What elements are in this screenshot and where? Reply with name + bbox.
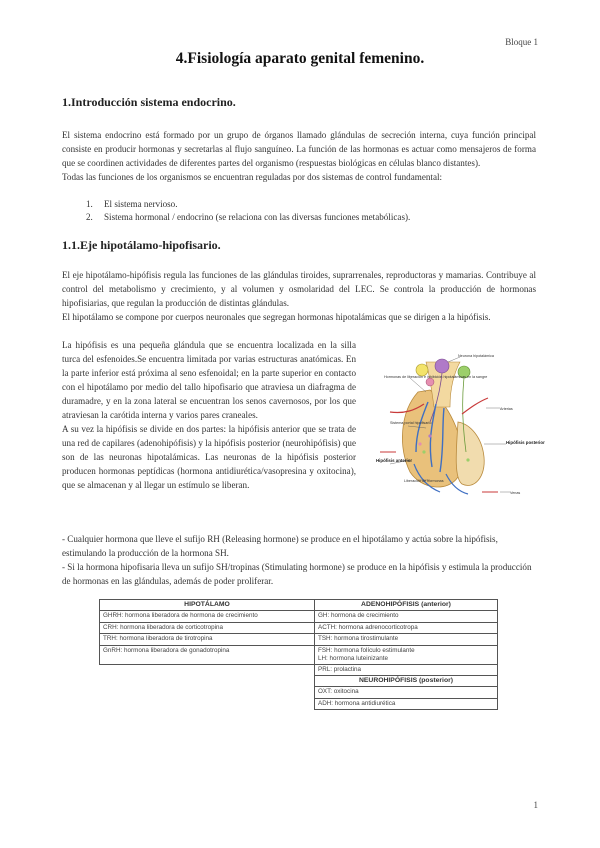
table-cell: PRL: prolactina (314, 664, 498, 676)
hormone-dot (428, 434, 431, 437)
table-row (100, 699, 500, 710)
hormone-dot (418, 442, 421, 445)
intro-text (62, 128, 536, 184)
rule-stimulating: - Si la hormona hipofisaria lleva un sufijo SH/tropinas (Stimulating hormone) se produce en la hipófisis y estimula la producción de hormonas en las glándulas, además de poder proliferar. (62, 562, 532, 586)
label-veins: Venas (510, 491, 521, 495)
table-cell: GnRH: hormona liberadora de gonadotropina (99, 645, 315, 665)
table-cell: TRH: hormona liberadora de tirotropina (99, 633, 315, 645)
section-heading-intro: 1.Introducción sistema endocrino. (62, 95, 236, 109)
axis-paragraph-2: El hipotálamo se compone por cuerpos neuronales que segregan hormonas hipotalámicas que se dirigen a la hipófisis. (62, 312, 491, 322)
control-systems-list (86, 198, 536, 224)
label-portal: Sistema portal hipofisario (390, 421, 432, 425)
pituitary-figure (370, 352, 545, 502)
hormone-dot (422, 450, 425, 453)
table-cell: CRH: hormona liberadora de corticotropina (99, 622, 315, 634)
hormone-table (100, 600, 500, 710)
page-number: 1 (533, 800, 538, 810)
list-item: 2. Sistema hormonal / endocrino (se relaciona con las diversas funciones metabólicas). (86, 212, 411, 222)
intro-paragraph-1: El sistema endocrino está formado por un grupo de órganos llamado glándulas de secreción interna, cuya función principal consiste en producir hormonas y secretarlas al flujo sanguíneo. La función de las hormonas es actuar como mensajeros de forma que se coordinen actividades de diferentes partes del organismo (respuestas biológicas en células blanco distantes). (62, 130, 536, 168)
header-neurohypophysis: NEUROHIPÓFISIS (posterior) (314, 675, 498, 687)
rule-releasing: - Cualquier hormona que lleve el sufijo RH (Releasing hormone) se produce en el hipotálamo y actúa sobre la hipófisis, estimulando la producción de la hormona SH. (62, 534, 498, 558)
page-title: 4.Fisiología aparato genital femenino. (175, 50, 425, 67)
table-cell: TSH: hormona tirostimulante (314, 633, 498, 645)
posterior-lobe-shape (456, 422, 484, 485)
table-cell: GHRH: hormona liberadora de hormona de crecimiento (99, 610, 315, 622)
table-cell-empty (99, 698, 315, 710)
label-neurons: Neurona hipotalámica (458, 354, 494, 358)
hormone-rules (62, 532, 536, 588)
table-cell: ADH: hormona antidiurética (314, 698, 498, 710)
table-row (100, 646, 500, 665)
label-release: Liberación de hormonas (404, 479, 444, 483)
label-anterior: Hipófisis anterior (376, 458, 413, 463)
section-heading-axis: 1.1.Eje hipotálamo-hipofisario. (62, 238, 221, 252)
list-item: 1. El sistema nervioso. (86, 199, 178, 209)
header-adenohypophysis: ADENOHIPÓFISIS (anterior) (314, 599, 498, 611)
label-releasing: Hormonas de liberación e inhibición hipotalámicas en la sangre (384, 375, 488, 379)
hypophysis-paragraph-1: La hipófisis es una pequeña glándula que se encuentra localizada en la silla turca del esfenoides.Se encuentra limitada por varias estructuras anatómicas. En la parte inferior está próxima al seno esfenoidal; en la parte superior en contacto con el hipotálamo por medio del tallo hipofisario que atraviesa un diafragma de duramadre, y en la zona lateral se encuentran los senos cavernosos, por los que atraviesan la carótida interna y varios pares craneales. (62, 340, 356, 420)
table-cell: OXT: oxitocina (314, 686, 498, 698)
hypophysis-paragraph-2: A su vez la hipófisis se divide en dos partes: la hipófisis anterior que se trata de una red de capilares (adenohipófisis) y la hipófisis posterior (neurohipófisis) que son de las neuronas hipotalámicas. Las neuronas de la hipófisis posterior producen hormonas peptídicas (hormona antidiurética/vasopresina y oxitocina), que se almacenan y al llegar un estímulo se liberan. (62, 424, 356, 490)
label-posterior: Hipófisis posterior (506, 440, 545, 445)
bloque-label: Bloque 1 (505, 37, 538, 47)
pituitary-illustration (370, 352, 545, 502)
label-arteries: Arterias (500, 407, 513, 411)
axis-paragraph-1: El eje hipotálamo-hipófisis regula las funciones de las glándulas tiroides, suprarrenales, reproductoras y mamarias. Contribuye al control del metabolismo y crecimiento, y al volumen y osmolaridad del LEC. Se controla la producción de hormonas hipofisiarias, que regulan la producción de distintas glándulas. (62, 270, 536, 308)
neuron-purple (435, 359, 449, 373)
hypophysis-text (62, 338, 356, 492)
axis-text (62, 268, 536, 324)
table-cell: FSH: hormona folículo estimulante LH: hormona luteinizante (314, 645, 498, 665)
neuron-pink (426, 378, 434, 386)
table-cell: GH: hormona de crecimiento (314, 610, 498, 622)
anterior-lobe-shape (402, 390, 462, 487)
table-cell: ACTH: hormona adrenocorticotropa (314, 622, 498, 634)
header-hypothalamus: HIPOTÁLAMO (99, 599, 315, 611)
hormone-dot (466, 458, 469, 461)
intro-paragraph-2: Todas las funciones de los organismos se encuentran reguladas por dos sistemas de control fundamental: (62, 172, 443, 182)
